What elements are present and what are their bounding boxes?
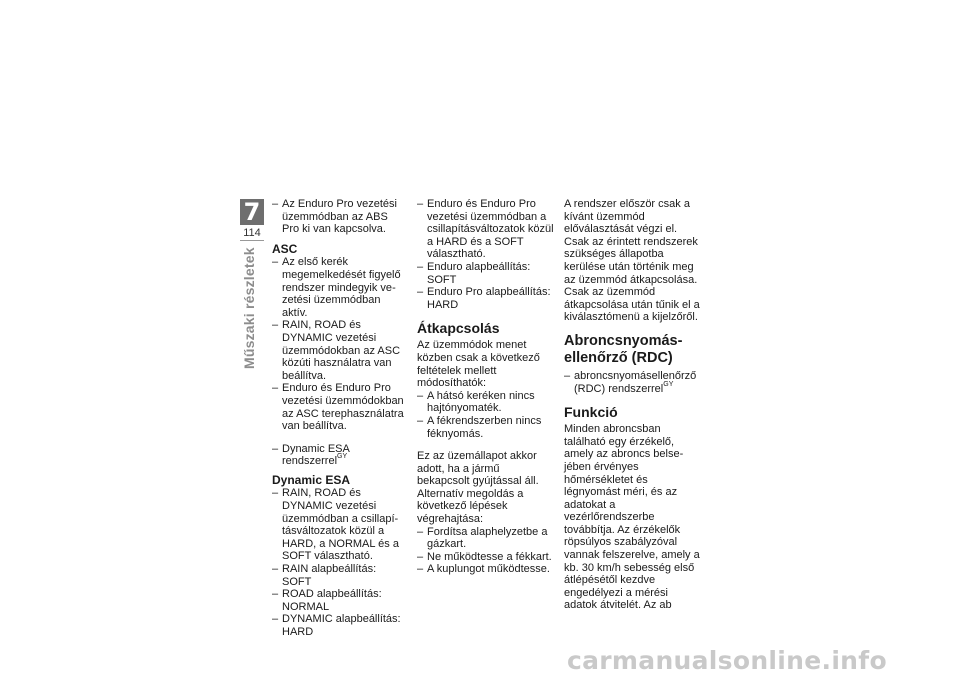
list-item-esa-option <box>272 443 406 468</box>
page-number: 114 <box>243 227 261 239</box>
paragraph-menu: Csak az üzemmód átkapcsolása után tűnik el a kiválasztómenü a kijelzőről. <box>564 286 700 324</box>
section-heading-dynamic-esa: Dynamic ESA <box>272 472 351 487</box>
list-item: – Enduro és Enduro Pro vezetési üzemmódban a csillapításváltozatok közül a HARD és a SOFT választható. <box>417 198 554 261</box>
list-item: – A kuplungot működtesse. <box>417 563 554 576</box>
section-heading-rdc: Abroncsnyomás-ellenőrző (RDC) <box>564 332 683 366</box>
text-column-3 <box>564 198 700 612</box>
chapter-title: Műszaki részletek <box>241 247 257 369</box>
list-item: – RAIN, ROAD és DYNAMIC vezetési üzemmódban a csillapításváltozatok közül a HARD, a NORMAL és a SOFT választható. <box>272 487 406 563</box>
section-heading-atkapcsolas: Átkapcsolás <box>417 320 500 337</box>
watermark-text: carmanualsonline.info <box>567 646 887 675</box>
paragraph-preselection: A rendszer először csak a kívánt üzemmód előválasztását végzi el. Csak az érintett rendszerek szükséges állapotba kerülése után történik meg az üzemmód átkapcsolása. <box>564 198 698 286</box>
list-item: – Ne működtesse a fékkart. <box>417 551 554 564</box>
paragraph-standstill: Ez az üzemállapot akkor adott, ha a jármű bekapcsolt gyújtással áll. Alternatív megoldás a következő lépések végrehajtása: <box>417 450 539 526</box>
list-item: – Fordítsa alaphelyzetbe a gázkart. <box>417 526 554 551</box>
list-item: – RAIN, ROAD és DYNAMIC vezetési üzemmódokban az ASC közúti használatra van beállítva. <box>272 319 406 382</box>
list-item: – Az első kerék megemelkedését figyelő rendszer mindegyik vezetési üzemmódban aktív. <box>272 256 406 319</box>
list-item: – Enduro alapbeállítás: SOFT <box>417 261 554 286</box>
option-marker: GY <box>337 453 348 461</box>
text-column-2 <box>417 198 554 576</box>
list-item: – ROAD alapbeállítás: NORMAL <box>272 588 406 613</box>
rdc-option-text: abroncsnyomásellenőrző (RDC) rendszerrel <box>574 369 697 395</box>
chapter-number: 7 <box>240 199 264 225</box>
list-item-rdc-option <box>564 370 700 395</box>
list-item: – A hátsó keréken nincs hajtónyomaték. <box>417 390 554 415</box>
list-item: – Enduro Pro alapbeállítás: HARD <box>417 286 554 311</box>
list-item: – Az Enduro Pro vezetési üzemmódban az ABS Pro ki van kapcsolva. <box>272 198 406 236</box>
esa-option-text: Dynamic ESA rendszerrel <box>282 442 350 468</box>
section-heading-asc: ASC <box>272 241 298 256</box>
text-column-1 <box>272 198 406 639</box>
list-item: – A fékrendszerben nincs féknyomás. <box>417 415 554 440</box>
paragraph-intro: Az üzemmódok menet közben csak a következő feltételek mellett módosíthatók: <box>417 339 540 390</box>
list-item: – RAIN alapbeállítás: SOFT <box>272 563 406 588</box>
option-marker: GY <box>663 380 674 388</box>
section-heading-funkcio: Funkció <box>564 404 618 421</box>
list-item: – DYNAMIC alapbeállítás: HARD <box>272 613 406 638</box>
paragraph-function: Minden abroncsban található egy érzékelő, amely az abroncs belsejében érvényes hőmérsékletet és légnyomást méri, és az adatokat a vezérlőrendszerbe továbbítja. Az érzékelők röpsúlyos szabályzóval vannak felszerelve, amely a kb. 30 km/h sebesség első átlépésétől kezdve engedélyezi a mérési adatok átvitelét. Az ab <box>564 423 700 612</box>
chapter-tab-divider <box>240 240 264 241</box>
list-item: – Enduro és Enduro Pro vezetési üzemmódokban az ASC terephasználatra van beállítva. <box>272 382 406 432</box>
